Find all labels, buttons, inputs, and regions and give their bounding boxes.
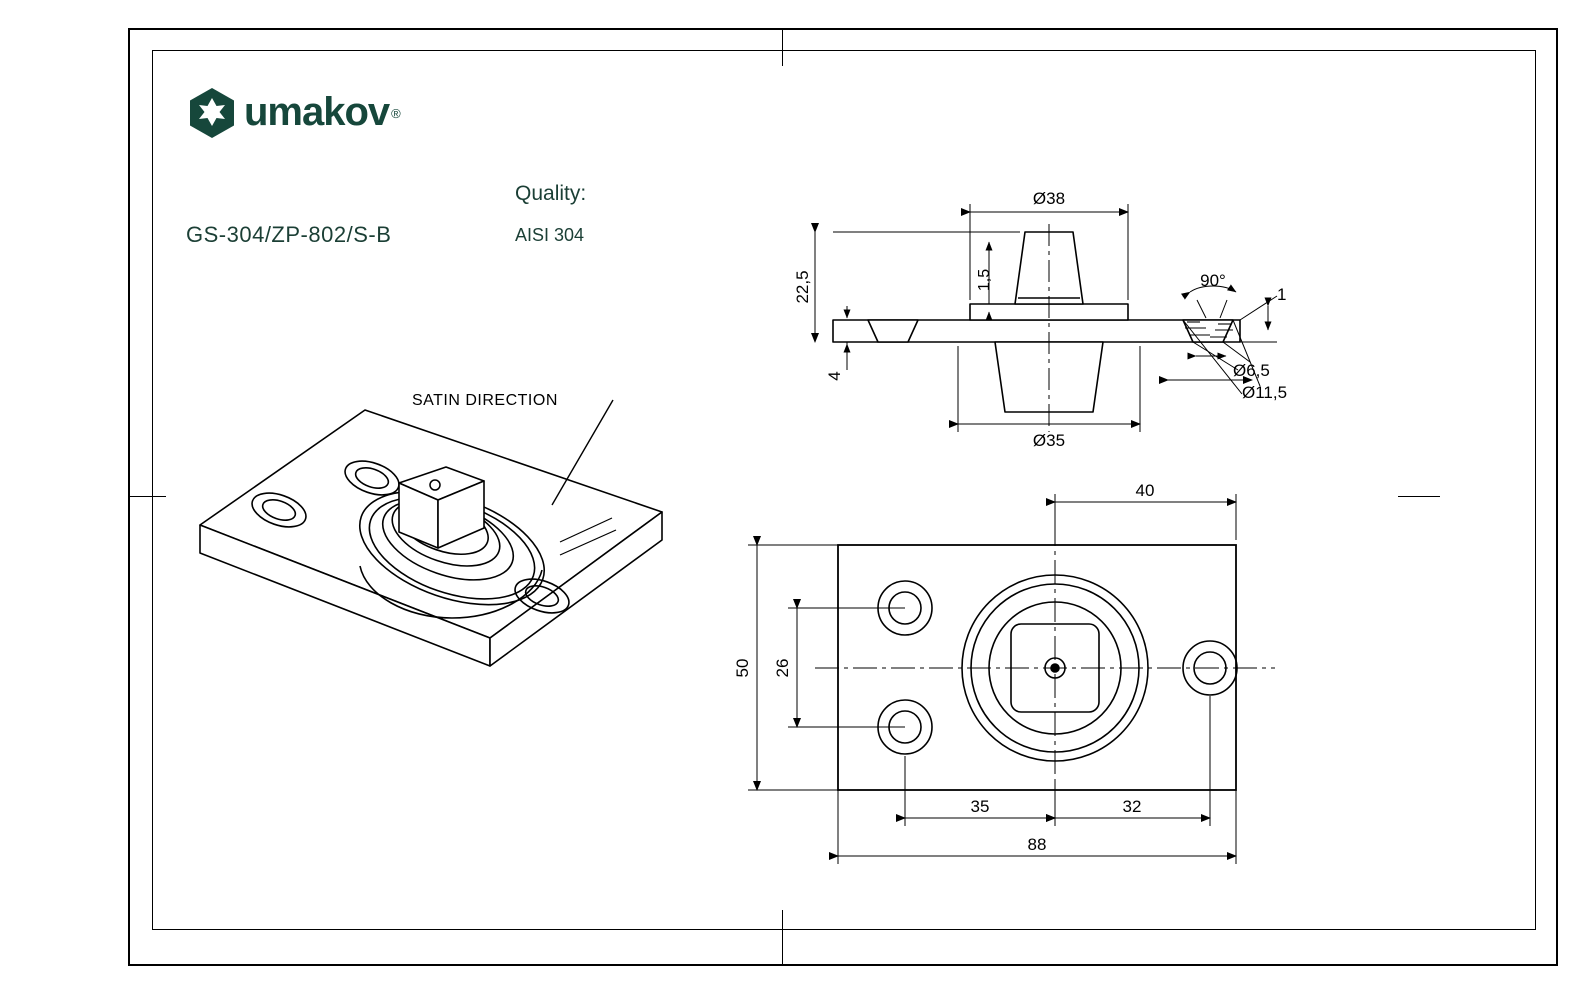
dim-22-5: 22,5	[793, 270, 812, 304]
brand-logo	[186, 86, 401, 138]
hex-star-icon	[186, 86, 238, 138]
logo-wordmark: umakov	[244, 90, 390, 134]
quality-value: AISI 304	[515, 225, 585, 245]
satin-direction-label: SATIN DIRECTION	[412, 392, 558, 409]
dim-26: 26	[773, 658, 792, 678]
dim-88: 88	[1027, 835, 1047, 854]
dim-dia6-5: Ø6,5	[1233, 361, 1270, 380]
dim-40: 40	[1135, 481, 1155, 500]
center-mark-bottom	[782, 910, 783, 966]
side-section-view	[790, 180, 1350, 470]
center-mark-left	[128, 496, 166, 497]
dim-35: 35	[970, 797, 990, 816]
center-mark-right	[1398, 496, 1440, 497]
dim-1: 1	[1277, 285, 1287, 304]
dim-1-5: 1,5	[976, 268, 993, 292]
dim-4: 4	[825, 371, 844, 381]
dim-dia35: Ø35	[1032, 431, 1066, 450]
center-mark-top	[782, 28, 783, 66]
product-code: GS-304/ZP-802/S-B	[186, 222, 392, 247]
dim-dia11-5: Ø11,5	[1242, 383, 1288, 402]
dim-32: 32	[1122, 797, 1142, 816]
registered-mark: ®	[391, 105, 401, 121]
dim-dia38: Ø38	[1032, 189, 1066, 208]
dim-90deg: 90°	[1200, 271, 1226, 290]
top-view	[730, 480, 1290, 880]
isometric-view	[180, 380, 700, 710]
dim-50: 50	[733, 658, 752, 678]
quality-label: Quality:	[515, 182, 587, 205]
